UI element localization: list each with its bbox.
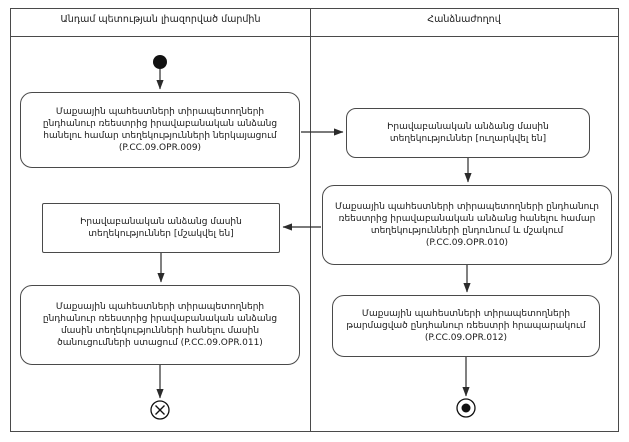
lane-header-commission: Հանձնաժողով <box>427 14 501 25</box>
swimlane-divider <box>310 8 311 432</box>
object-info-processed: Իրավաբանական անձանց մասին տեղեկություններ [մշակվել են] <box>42 203 280 253</box>
lane-header-member-state-body: Անդամ պետության լիազորված մարմին <box>60 14 261 25</box>
object-info-sent: Իրավաբանական անձանց մասին տեղեկություններ [ուղարկվել են] <box>346 108 590 158</box>
activity-opr012: Մաքսային պահեստների տիրապետողների թարմացված ընդհանուր ռեեստրի հրապարակում (P.CC.09.OPR.012) <box>332 295 600 357</box>
activity-opr011: Մաքսային պահեստների տիրապետողների ընդհանուր ռեեստրից իրավաբանական անձանց մասին տեղեկությունների հանելու մասին ծանուցումների ստացում (P.CC.09.OPR.011) <box>20 285 300 365</box>
activity-opr010: Մաքսային պահեստների տիրապետողների ընդհանուր ռեեստրից իրավաբանական անձանց հանելու համար տեղեկությունների ընդունում և մշակում (P.CC.09.OPR.010) <box>322 185 612 265</box>
activity-opr009: Մաքսային պահեստների տիրապետողների ընդհանուր ռեեստրից իրավաբանական անձանց հանելու համար տեղեկությունների ներկայացում (P.CC.09.OPR.009) <box>20 92 300 168</box>
swimlane-header-separator <box>10 36 619 37</box>
